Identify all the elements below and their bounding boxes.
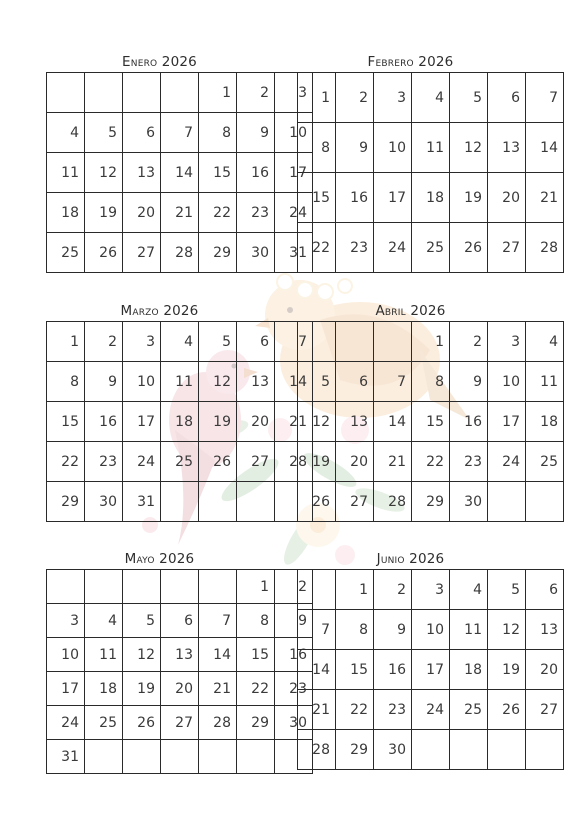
- day-cell: 10: [123, 362, 161, 402]
- day-cell: 17: [123, 402, 161, 442]
- week-row: [298, 73, 564, 123]
- empty-day-cell: [161, 482, 199, 522]
- empty-day-cell: [85, 570, 123, 604]
- month-april: [297, 302, 558, 522]
- week-row: [298, 442, 564, 482]
- day-cell: 19: [123, 672, 161, 706]
- day-cell: 2: [374, 570, 412, 610]
- week-row: [298, 690, 564, 730]
- day-cell: 18: [526, 402, 564, 442]
- week-row: [47, 570, 313, 604]
- day-cell: 9: [336, 123, 374, 173]
- day-cell: 23: [336, 223, 374, 273]
- empty-day-cell: [298, 322, 336, 362]
- week-row: [47, 113, 313, 153]
- empty-day-cell: [47, 73, 85, 113]
- day-cell: 4: [161, 322, 199, 362]
- day-cell: 14: [199, 638, 237, 672]
- day-cell: 31: [275, 233, 313, 273]
- day-cell: 15: [336, 650, 374, 690]
- day-cell: 31: [123, 482, 161, 522]
- empty-day-cell: [47, 570, 85, 604]
- week-row: [47, 638, 313, 672]
- day-cell: 14: [298, 650, 336, 690]
- day-cell: 22: [47, 442, 85, 482]
- day-cell: 21: [526, 173, 564, 223]
- day-cell: 16: [85, 402, 123, 442]
- day-cell: 22: [336, 690, 374, 730]
- day-cell: 6: [237, 322, 275, 362]
- week-row: [47, 740, 313, 774]
- day-cell: 19: [488, 650, 526, 690]
- day-cell: 20: [336, 442, 374, 482]
- day-cell: 29: [336, 730, 374, 770]
- empty-day-cell: [488, 730, 526, 770]
- empty-day-cell: [161, 570, 199, 604]
- day-cell: 12: [298, 402, 336, 442]
- week-row: [298, 223, 564, 273]
- day-cell: 14: [161, 153, 199, 193]
- day-cell: 13: [526, 610, 564, 650]
- day-cell: 26: [85, 233, 123, 273]
- day-cell: 30: [237, 233, 275, 273]
- day-cell: 17: [275, 153, 313, 193]
- day-cell: 15: [237, 638, 275, 672]
- day-cell: 27: [161, 706, 199, 740]
- day-cell: 18: [161, 402, 199, 442]
- day-cell: 11: [85, 638, 123, 672]
- day-cell: 11: [47, 153, 85, 193]
- week-row: [47, 706, 313, 740]
- day-cell: 5: [85, 113, 123, 153]
- calendar-grid: [46, 321, 313, 522]
- day-cell: 10: [374, 123, 412, 173]
- week-row: [298, 402, 564, 442]
- day-cell: 19: [199, 402, 237, 442]
- day-cell: 26: [199, 442, 237, 482]
- day-cell: 12: [199, 362, 237, 402]
- day-cell: 19: [298, 442, 336, 482]
- day-cell: 4: [526, 322, 564, 362]
- day-cell: 18: [47, 193, 85, 233]
- week-row: [298, 123, 564, 173]
- day-cell: 3: [374, 73, 412, 123]
- week-row: [47, 233, 313, 273]
- day-cell: 21: [275, 402, 313, 442]
- day-cell: 15: [199, 153, 237, 193]
- day-cell: 5: [488, 570, 526, 610]
- month-title: Mayo 2026: [124, 551, 195, 567]
- day-cell: 1: [412, 322, 450, 362]
- week-row: [47, 153, 313, 193]
- day-cell: 7: [275, 322, 313, 362]
- day-cell: 14: [275, 362, 313, 402]
- day-cell: 19: [85, 193, 123, 233]
- day-cell: 1: [298, 73, 336, 123]
- day-cell: 7: [374, 362, 412, 402]
- day-cell: 18: [85, 672, 123, 706]
- day-cell: 29: [237, 706, 275, 740]
- day-cell: 3: [47, 604, 85, 638]
- day-cell: 20: [488, 173, 526, 223]
- day-cell: 4: [47, 113, 85, 153]
- week-row: [47, 442, 313, 482]
- day-cell: 11: [161, 362, 199, 402]
- day-cell: 8: [237, 604, 275, 638]
- month-june: [297, 550, 558, 770]
- day-cell: 5: [123, 604, 161, 638]
- day-cell: 27: [237, 442, 275, 482]
- day-cell: 22: [199, 193, 237, 233]
- day-cell: 6: [161, 604, 199, 638]
- day-cell: 16: [336, 173, 374, 223]
- empty-day-cell: [123, 740, 161, 774]
- day-cell: 6: [488, 73, 526, 123]
- day-cell: 2: [85, 322, 123, 362]
- empty-day-cell: [298, 570, 336, 610]
- week-row: [298, 362, 564, 402]
- day-cell: 23: [374, 690, 412, 730]
- day-cell: 4: [85, 604, 123, 638]
- empty-day-cell: [526, 730, 564, 770]
- day-cell: 25: [526, 442, 564, 482]
- day-cell: 30: [85, 482, 123, 522]
- day-cell: 13: [161, 638, 199, 672]
- day-cell: 24: [488, 442, 526, 482]
- day-cell: 24: [123, 442, 161, 482]
- day-cell: 11: [412, 123, 450, 173]
- day-cell: 16: [374, 650, 412, 690]
- empty-day-cell: [123, 73, 161, 113]
- day-cell: 8: [199, 113, 237, 153]
- day-cell: 16: [450, 402, 488, 442]
- day-cell: 26: [123, 706, 161, 740]
- day-cell: 3: [123, 322, 161, 362]
- day-cell: 25: [412, 223, 450, 273]
- day-cell: 17: [374, 173, 412, 223]
- week-row: [298, 322, 564, 362]
- week-row: [47, 322, 313, 362]
- day-cell: 26: [450, 223, 488, 273]
- week-row: [47, 402, 313, 442]
- day-cell: 13: [336, 402, 374, 442]
- day-cell: 16: [275, 638, 313, 672]
- month-title: Abril 2026: [375, 303, 446, 319]
- day-cell: 20: [237, 402, 275, 442]
- day-cell: 25: [450, 690, 488, 730]
- empty-day-cell: [161, 740, 199, 774]
- day-cell: 21: [374, 442, 412, 482]
- day-cell: 9: [85, 362, 123, 402]
- empty-day-cell: [199, 740, 237, 774]
- empty-day-cell: [374, 322, 412, 362]
- day-cell: 3: [488, 322, 526, 362]
- day-cell: 12: [488, 610, 526, 650]
- month-may: [46, 550, 307, 774]
- day-cell: 10: [488, 362, 526, 402]
- day-cell: 16: [237, 153, 275, 193]
- day-cell: 4: [412, 73, 450, 123]
- day-cell: 3: [412, 570, 450, 610]
- day-cell: 14: [526, 123, 564, 173]
- day-cell: 6: [526, 570, 564, 610]
- day-cell: 28: [526, 223, 564, 273]
- day-cell: 9: [374, 610, 412, 650]
- day-cell: 28: [161, 233, 199, 273]
- week-row: [298, 482, 564, 522]
- week-row: [298, 570, 564, 610]
- day-cell: 14: [374, 402, 412, 442]
- month-title: Marzo 2026: [120, 303, 199, 319]
- day-cell: 28: [298, 730, 336, 770]
- empty-day-cell: [123, 570, 161, 604]
- day-cell: 25: [161, 442, 199, 482]
- day-cell: 24: [275, 193, 313, 233]
- month-title: Enero 2026: [122, 54, 197, 70]
- day-cell: 2: [275, 570, 313, 604]
- week-row: [47, 672, 313, 706]
- day-cell: 3: [275, 73, 313, 113]
- day-cell: 21: [161, 193, 199, 233]
- empty-day-cell: [85, 73, 123, 113]
- day-cell: 30: [275, 706, 313, 740]
- day-cell: 22: [237, 672, 275, 706]
- day-cell: 4: [450, 570, 488, 610]
- month-title: Febrero 2026: [367, 54, 454, 70]
- day-cell: 7: [298, 610, 336, 650]
- day-cell: 5: [298, 362, 336, 402]
- day-cell: 30: [450, 482, 488, 522]
- day-cell: 23: [85, 442, 123, 482]
- day-cell: 10: [47, 638, 85, 672]
- day-cell: 27: [526, 690, 564, 730]
- day-cell: 22: [412, 442, 450, 482]
- day-cell: 29: [412, 482, 450, 522]
- empty-day-cell: [237, 740, 275, 774]
- day-cell: 26: [488, 690, 526, 730]
- week-row: [47, 362, 313, 402]
- day-cell: 26: [298, 482, 336, 522]
- day-cell: 20: [526, 650, 564, 690]
- day-cell: 7: [161, 113, 199, 153]
- empty-day-cell: [161, 73, 199, 113]
- day-cell: 25: [85, 706, 123, 740]
- day-cell: 5: [450, 73, 488, 123]
- empty-day-cell: [199, 570, 237, 604]
- day-cell: 13: [488, 123, 526, 173]
- calendar-grid: [297, 569, 564, 770]
- empty-day-cell: [237, 482, 275, 522]
- day-cell: 24: [47, 706, 85, 740]
- day-cell: 23: [275, 672, 313, 706]
- day-cell: 27: [336, 482, 374, 522]
- day-cell: 31: [47, 740, 85, 774]
- day-cell: 6: [123, 113, 161, 153]
- day-cell: 11: [526, 362, 564, 402]
- calendar-grid: [46, 569, 313, 774]
- week-row: [298, 173, 564, 223]
- day-cell: 8: [336, 610, 374, 650]
- day-cell: 13: [123, 153, 161, 193]
- calendar-grid: [297, 321, 564, 522]
- day-cell: 27: [123, 233, 161, 273]
- month-title: Junio 2026: [376, 551, 445, 567]
- day-cell: 2: [336, 73, 374, 123]
- day-cell: 28: [199, 706, 237, 740]
- day-cell: 28: [275, 442, 313, 482]
- calendar-grid: [297, 72, 564, 273]
- day-cell: 10: [412, 610, 450, 650]
- day-cell: 24: [374, 223, 412, 273]
- day-cell: 18: [450, 650, 488, 690]
- day-cell: 30: [374, 730, 412, 770]
- day-cell: 1: [237, 570, 275, 604]
- day-cell: 12: [450, 123, 488, 173]
- day-cell: 8: [47, 362, 85, 402]
- day-cell: 25: [47, 233, 85, 273]
- week-row: [47, 482, 313, 522]
- week-row: [298, 730, 564, 770]
- month-february: [297, 53, 558, 273]
- day-cell: 1: [47, 322, 85, 362]
- day-cell: 11: [450, 610, 488, 650]
- week-row: [47, 604, 313, 638]
- day-cell: 23: [237, 193, 275, 233]
- day-cell: 7: [199, 604, 237, 638]
- day-cell: 6: [336, 362, 374, 402]
- day-cell: 21: [199, 672, 237, 706]
- empty-day-cell: [199, 482, 237, 522]
- day-cell: 15: [47, 402, 85, 442]
- day-cell: 12: [85, 153, 123, 193]
- day-cell: 8: [298, 123, 336, 173]
- day-cell: 29: [199, 233, 237, 273]
- day-cell: 12: [123, 638, 161, 672]
- empty-day-cell: [412, 730, 450, 770]
- empty-day-cell: [336, 322, 374, 362]
- day-cell: 15: [298, 173, 336, 223]
- day-cell: 1: [199, 73, 237, 113]
- day-cell: 27: [488, 223, 526, 273]
- day-cell: 9: [237, 113, 275, 153]
- day-cell: 21: [298, 690, 336, 730]
- day-cell: 2: [450, 322, 488, 362]
- day-cell: 8: [412, 362, 450, 402]
- empty-day-cell: [526, 482, 564, 522]
- empty-day-cell: [450, 730, 488, 770]
- week-row: [47, 73, 313, 113]
- day-cell: 17: [488, 402, 526, 442]
- week-row: [298, 650, 564, 690]
- day-cell: 1: [336, 570, 374, 610]
- day-cell: 23: [450, 442, 488, 482]
- week-row: [47, 193, 313, 233]
- day-cell: 2: [237, 73, 275, 113]
- day-cell: 9: [275, 604, 313, 638]
- day-cell: 28: [374, 482, 412, 522]
- day-cell: 22: [298, 223, 336, 273]
- week-row: [298, 610, 564, 650]
- empty-day-cell: [488, 482, 526, 522]
- day-cell: 19: [450, 173, 488, 223]
- day-cell: 20: [123, 193, 161, 233]
- empty-day-cell: [85, 740, 123, 774]
- day-cell: 20: [161, 672, 199, 706]
- calendar-grid: [46, 72, 313, 273]
- day-cell: 24: [412, 690, 450, 730]
- day-cell: 7: [526, 73, 564, 123]
- day-cell: 29: [47, 482, 85, 522]
- day-cell: 17: [47, 672, 85, 706]
- month-march: [46, 302, 307, 522]
- month-january: [46, 53, 307, 273]
- day-cell: 10: [275, 113, 313, 153]
- day-cell: 17: [412, 650, 450, 690]
- day-cell: 9: [450, 362, 488, 402]
- day-cell: 15: [412, 402, 450, 442]
- day-cell: 18: [412, 173, 450, 223]
- day-cell: 5: [199, 322, 237, 362]
- day-cell: 13: [237, 362, 275, 402]
